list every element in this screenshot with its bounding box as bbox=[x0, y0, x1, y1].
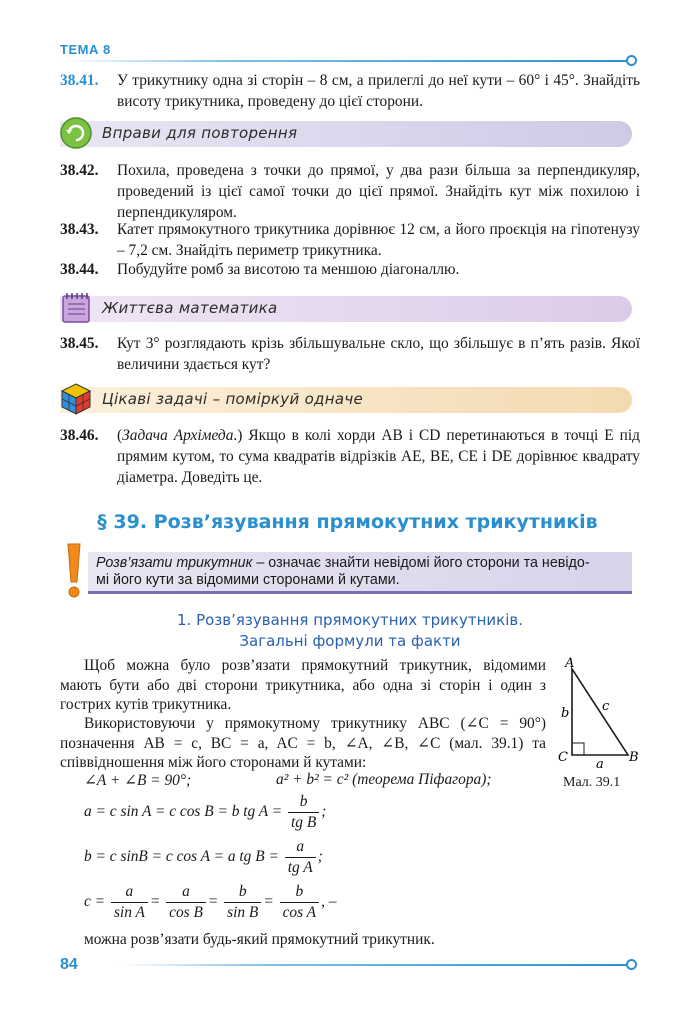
subsection-title-line-1: 1. Розв’язування прямокутних трикутників. bbox=[177, 611, 523, 629]
fraction-numerator: b bbox=[288, 792, 319, 813]
vertex-label-c: C bbox=[558, 750, 568, 765]
header-rule-end-icon bbox=[626, 55, 637, 66]
problem-text-prefix: ( bbox=[117, 427, 123, 444]
definition-box bbox=[88, 552, 632, 594]
problem-38-46 bbox=[60, 425, 640, 488]
fraction-denominator: cos B bbox=[169, 904, 203, 921]
section-title: § 39. Розв’язування прямокутних трикутників bbox=[97, 511, 598, 533]
fraction bbox=[111, 882, 148, 923]
fraction-numerator: a bbox=[166, 882, 206, 903]
definition-term: Розв’язати трикутник bbox=[96, 555, 253, 571]
footer-rule-end-icon bbox=[626, 959, 637, 970]
formula-side-c: c = $\frac{a}{\text{sin A}}$ = $\frac{a}{\text{cos B}}$ = $\frac{b}{\text{sin B}}$ = $\frac{b}{\text{cos A}}$ , – bbox=[84, 883, 337, 921]
problem-text: Похила, проведена з точки до прямої, у два рази більша за перпендикуляр, проведений із цієї самої точки до цієї прямої. Знайдіть кут між похилою і перпендикуляром. bbox=[117, 162, 640, 221]
problem-text: Катет прямокутного трикутника дорівнює 12 см, а його проєкція на гіпотенузу – 7,2 см. Знайдіть периметр трикутника. bbox=[117, 221, 640, 259]
paragraph-1: Щоб можна було розв’язати прямокутний трикутник, відомими мають бути або дві сторони трикутника, або одна зі сторін і один з гострих кутів трикутника. bbox=[60, 657, 546, 713]
header-rule bbox=[60, 60, 628, 62]
triangle-figure bbox=[552, 655, 642, 775]
vertex-label-a: A bbox=[565, 656, 575, 671]
fraction bbox=[224, 882, 261, 923]
fraction-numerator: a bbox=[111, 882, 148, 903]
band-review bbox=[60, 121, 632, 147]
definition-text bbox=[96, 555, 590, 589]
problem-38-42 bbox=[60, 160, 640, 223]
triangle-shape bbox=[572, 669, 628, 755]
paragraph-2: Використовуючи у прямокутному трикутнику ABC (∠C = 90°) позначення AB = c, BC = a, AC = b, ∠A, ∠B, ∠C (мал. 39.1) та співвідношення між його сторонами й кутами: bbox=[60, 715, 546, 771]
band-life-label: Життєва математика bbox=[102, 299, 278, 317]
formula-side-a: a = c sin A = c cos B = b tg A = $\frac{b}{\text{tg B}}$ ; bbox=[84, 793, 327, 831]
formula-angles: ∠A + ∠B = 90°; bbox=[84, 772, 192, 789]
formula-side-c-lhs: c = bbox=[84, 893, 106, 911]
exclamation-icon bbox=[62, 542, 86, 602]
formula-side-b: b = c sinB = c cos A = a tg B = $\frac{a}{\text{tg A}}$ ; bbox=[84, 838, 323, 876]
problem-text bbox=[117, 425, 640, 488]
fraction-numerator: a bbox=[285, 837, 316, 858]
problem-number: 38.43. bbox=[60, 221, 99, 238]
problem-number: 38.44. bbox=[60, 261, 99, 278]
figure-caption: Мал. 39.1 bbox=[563, 775, 621, 790]
fraction-denominator: cos A bbox=[282, 904, 317, 921]
fraction-numerator: b bbox=[280, 882, 320, 903]
subsection-title-line-2: Загальні формули та факти bbox=[239, 632, 461, 650]
conclusion: можна розв’язати будь-який прямокутний трикутник. bbox=[84, 931, 435, 948]
band-fun-label: Цікаві задачі – поміркуй одначе bbox=[102, 390, 364, 408]
definition-rest-2: мі його кути за відомими сторонами й кутами. bbox=[96, 572, 400, 588]
definition-rest-1: – означає знайти невідомі його сторони та невідо- bbox=[252, 555, 590, 571]
problem-text-rest: .) Якщо в колі хорди AB і CD перетинаються в точці E під прямим кутом, то сума квадратів відрізків AE, BE, CE і DE дорівнює квадрату діаметра. Доведіть це. bbox=[117, 427, 640, 486]
problem-number: 38.46. bbox=[60, 427, 99, 444]
problem-text: Побудуйте ромб за висотою та меншою діагоналлю. bbox=[117, 261, 460, 278]
formula-pythagoras: a² + b² = c² (теорема Піфагора); bbox=[276, 771, 492, 788]
fraction-denominator: sin A bbox=[113, 904, 145, 921]
formula-side-a-lhs: a = c sin A = c cos B = b tg A = bbox=[84, 803, 283, 821]
fraction-numerator: b bbox=[224, 882, 261, 903]
refresh-icon bbox=[58, 115, 94, 151]
rubik-cube-icon bbox=[58, 381, 94, 417]
problem-38-41 bbox=[60, 70, 640, 112]
formula-side-b-lhs: b = c sinB = c cos A = a tg B = bbox=[84, 848, 279, 866]
notepad-icon bbox=[58, 290, 94, 326]
fraction bbox=[280, 882, 320, 923]
problem-number: 38.45. bbox=[60, 335, 99, 352]
problem-text: У трикутнику одна зі сторін – 8 см, а прилеглі до неї кути – 60° і 45°. Знайдіть висоту трикутника, проведену до цієї сторони. bbox=[117, 72, 640, 110]
fraction bbox=[166, 882, 206, 923]
footer-rule bbox=[118, 964, 628, 966]
problem-text-italic: Задача Архімеда bbox=[122, 427, 234, 444]
subsection-title bbox=[115, 610, 585, 652]
fraction-denominator: sin B bbox=[227, 904, 259, 921]
problem-text: Кут 3° розглядають крізь збільшувальне скло, що збільшує в п’ять разів. Якої величини здається кут? bbox=[117, 335, 640, 373]
problem-number: 38.42. bbox=[60, 162, 99, 179]
page-number: 84 bbox=[60, 956, 78, 973]
band-fun bbox=[60, 387, 632, 413]
problem-38-45 bbox=[60, 333, 640, 375]
problem-38-44 bbox=[60, 259, 640, 280]
problem-38-43 bbox=[60, 219, 640, 261]
side-label-c: c bbox=[602, 699, 610, 714]
fraction bbox=[288, 792, 319, 833]
right-angle-mark bbox=[572, 743, 584, 755]
fraction bbox=[285, 837, 316, 878]
side-label-a: a bbox=[596, 757, 604, 772]
fraction-denominator: tg B bbox=[291, 814, 317, 831]
band-life bbox=[60, 296, 632, 322]
fraction-denominator: tg A bbox=[287, 859, 313, 876]
formula-tail: , – bbox=[321, 893, 337, 911]
problem-number: 38.41. bbox=[60, 72, 99, 89]
vertex-label-b: B bbox=[629, 750, 639, 765]
topic-label: ТЕМА 8 bbox=[60, 42, 111, 57]
side-label-b: b bbox=[561, 706, 570, 721]
band-review-label: Вправи для повторення bbox=[102, 124, 298, 142]
